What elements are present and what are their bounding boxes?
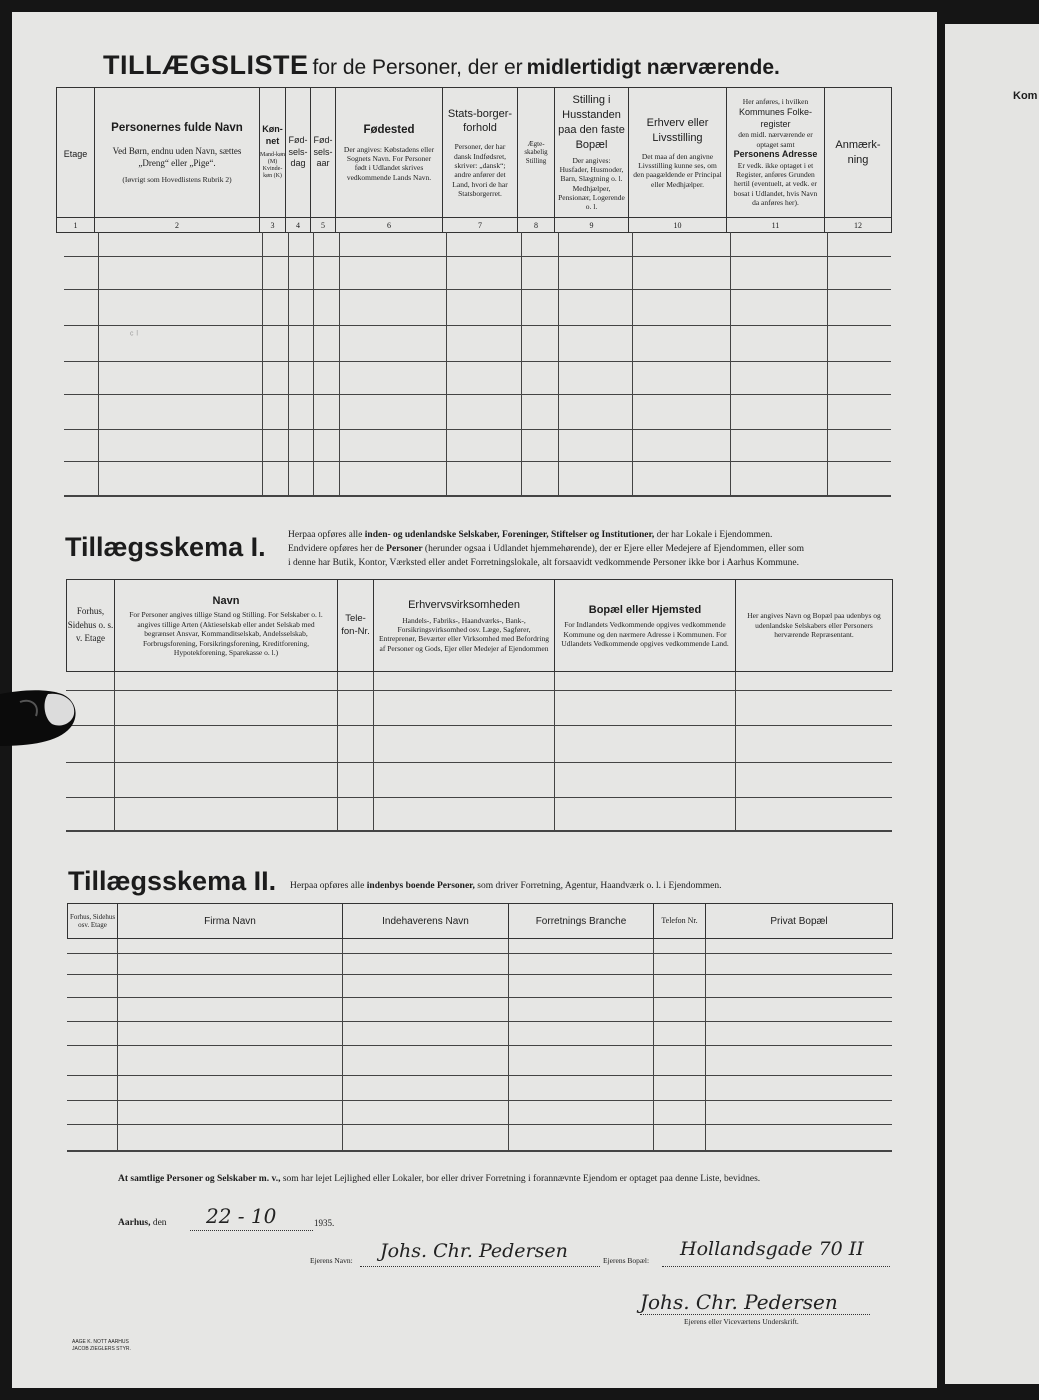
pencil-mark: ᶜ ˡ: [130, 330, 138, 341]
skema2-header: [67, 903, 893, 939]
thumb-icon: [0, 688, 78, 750]
title-rest: for de Personer, der er: [312, 56, 523, 79]
signature-line: [640, 1314, 870, 1315]
col-etage-header: Etage: [57, 88, 95, 218]
owner-address-label: Ejerens Bopæl:: [603, 1256, 650, 1265]
col-name-header: Personernes fulde Navn Ved Børn, endnu uden Navn, sættes „Dreng“ eller „Pige“. (Iøvrigt som Hovedlistens Rubrik 2): [95, 88, 260, 218]
col-gender-header: Køn-net Mand-køn (M) Kvinde-køn (K): [260, 88, 286, 218]
owner-address-line: [662, 1266, 890, 1267]
skema2-title: Tillægsskema II.: [68, 866, 277, 896]
skema1-col-navn: Navn For Personer angives tillige Stand og Stilling. For Selskaber o. l. angives tillige Arten (Aktieselskab eller andet Selskab med begrænset Ansvar, Kommanditselskab, Andelsselskab, Forbrugsforening, Forsikringsforening, Kreditforening, Hypotekforening, Sparekasse o. l.): [115, 580, 338, 672]
adjacent-page: [945, 24, 1039, 1384]
owner-name-label: Ejerens Navn:: [310, 1256, 353, 1265]
title-main: TILLÆGSLISTE: [103, 50, 309, 80]
col-num: 3: [260, 218, 286, 233]
col-num: 1: [57, 218, 95, 233]
col-birthplace-header: Fødested Der angives: Købstadens eller Sognets Navn. For Personer født i Udlandet skrives vedkommende Lands Navn.: [336, 88, 443, 218]
main-table-header: [56, 87, 892, 233]
skema2-col-bopael: Privat Bopæl: [706, 904, 893, 939]
signature-label: Ejerens eller Viceværtens Underskrift.: [684, 1317, 799, 1326]
title-bold: midlertidigt nærværende.: [526, 56, 780, 79]
skema2-col-indehaver: Indehaverens Navn: [343, 904, 509, 939]
skema1-title: Tillægsskema I.: [65, 532, 266, 562]
col-num: 8: [518, 218, 555, 233]
owner-address-handwritten: Hollandsgade 70 II: [680, 1238, 864, 1260]
skema1-col-etage: Forhus, Sidehus o. s. v. Etage: [67, 580, 115, 672]
skema1-intro: Herpaa opføres alle inden- og udenlandske Selskaber, Foreninger, Stiftelser og Institutioner, der har Lokale i Ejendommen. Endvidere opføres her de Personer (herunder ogsaa i Udlandet hjemmehørende), der er Ejere eller Medejere af Ejendommen, eller som i denne har Butik, Kontor, Værksted eller andet Forretningslokale, alt forsaavidt vedkommende Personer ikke bor i Aarhus Kommune.: [288, 530, 804, 568]
skema1-col-repr: Her angives Navn og Bopæl paa udenbys og udenlandske Selskabers eller Personers herværende Repræsentant.: [736, 580, 893, 672]
col-num: 4: [286, 218, 311, 233]
date-line: [190, 1230, 313, 1231]
col-citizenship-header: Stats-borger-forhold Personer, der har dansk Indfødsret, skriver: „dansk“; andre anfører det Land, hvori de har Statsborgerret.: [443, 88, 518, 218]
skema2-col-telefon: Telefon Nr.: [654, 904, 706, 939]
date-handwritten: 22 - 10: [206, 1204, 277, 1228]
col-num: 12: [825, 218, 892, 233]
col-register-header: Her anføres, i hvilken Kommunes Folke-register den midl. nærværende er optaget samt Personens Adresse Er vedk. ikke optaget i et Register, anføres Grunden hertil (eventuelt, at vedk. er bosat i Udlandet, hvis Navn da anføres her).: [727, 88, 825, 218]
certification-text: At samtlige Personer og Selskaber m. v., som har lejet Lejlighed eller Lokaler, bor eller driver Forretning i forannævnte Ejendom er optaget paa denne Liste, bevidnes.: [118, 1174, 761, 1184]
skema1-col-bopael: Bopæl eller Hjemsted For Indlandets Vedkommende opgives vedkommende Kommune og den nærmere Adresse i Kommunen. For Udlandets Vedkommende opgives vedkommende Land.: [555, 580, 736, 672]
col-birthyear-header: Fød-sels-aar: [311, 88, 336, 218]
year-label: 1935.: [314, 1218, 335, 1228]
skema2-col-branche: Forretnings Branche: [509, 904, 654, 939]
col-num: 6: [336, 218, 443, 233]
skema1-col-erhverv: Erhvervsvirksomheden Handels-, Fabriks-, Haandværks-, Bank-, Forsikringsvirksomhed osv. Læge, Sagfører, Entreprenør, Beværter eller Virksomhed med Befordring af Personer og Gods, Ejer eller Medejer af Ejendommen: [374, 580, 555, 672]
owner-name-handwritten: Johs. Chr. Pedersen: [380, 1240, 568, 1262]
adjacent-page-text: Kom: [1013, 90, 1038, 102]
col-num: 9: [555, 218, 629, 233]
place-label: Aarhus, den: [118, 1218, 167, 1228]
col-num: 5: [311, 218, 336, 233]
owner-name-line: [360, 1266, 600, 1267]
printer-mark: AAGE K. NOTT AARHUS JACOB ZIEGLERS STYR.: [72, 1339, 131, 1352]
col-num: 11: [727, 218, 825, 233]
col-num: 7: [443, 218, 518, 233]
col-num: 10: [629, 218, 727, 233]
col-num: 2: [95, 218, 260, 233]
form-title: [103, 50, 780, 81]
skema2-col-firma: Firma Navn: [118, 904, 343, 939]
skema1-header: [66, 579, 893, 672]
skema2-col-etage: Forhus, Sidehus osv. Etage: [68, 904, 118, 939]
col-birthday-header: Fød-sels-dag: [286, 88, 311, 218]
signature-handwritten: Johs. Chr. Pedersen: [640, 1290, 838, 1314]
col-occupation-header: Erhverv eller Livsstilling Det maa af den angivne Livsstilling kunne ses, om den paagældende er Principal eller Medhjælper.: [629, 88, 727, 218]
skema2-intro: Herpaa opføres alle indenbys boende Personer, som driver Forretning, Agentur, Haandværk o. l. i Ejendommen.: [290, 881, 722, 891]
col-household-header: Stilling i Husstanden paa den faste Bopæl Der angives: Husfader, Husmoder, Barn, Slægtning o. l. Medhjælper, Pensionær, Logerende o. l.: [555, 88, 629, 218]
col-remark-header: Anmærk-ning: [825, 88, 892, 218]
col-marital-header: Ægte-skabelig Stilling: [518, 88, 555, 218]
skema1-col-telefon: Tele-fon-Nr.: [338, 580, 374, 672]
